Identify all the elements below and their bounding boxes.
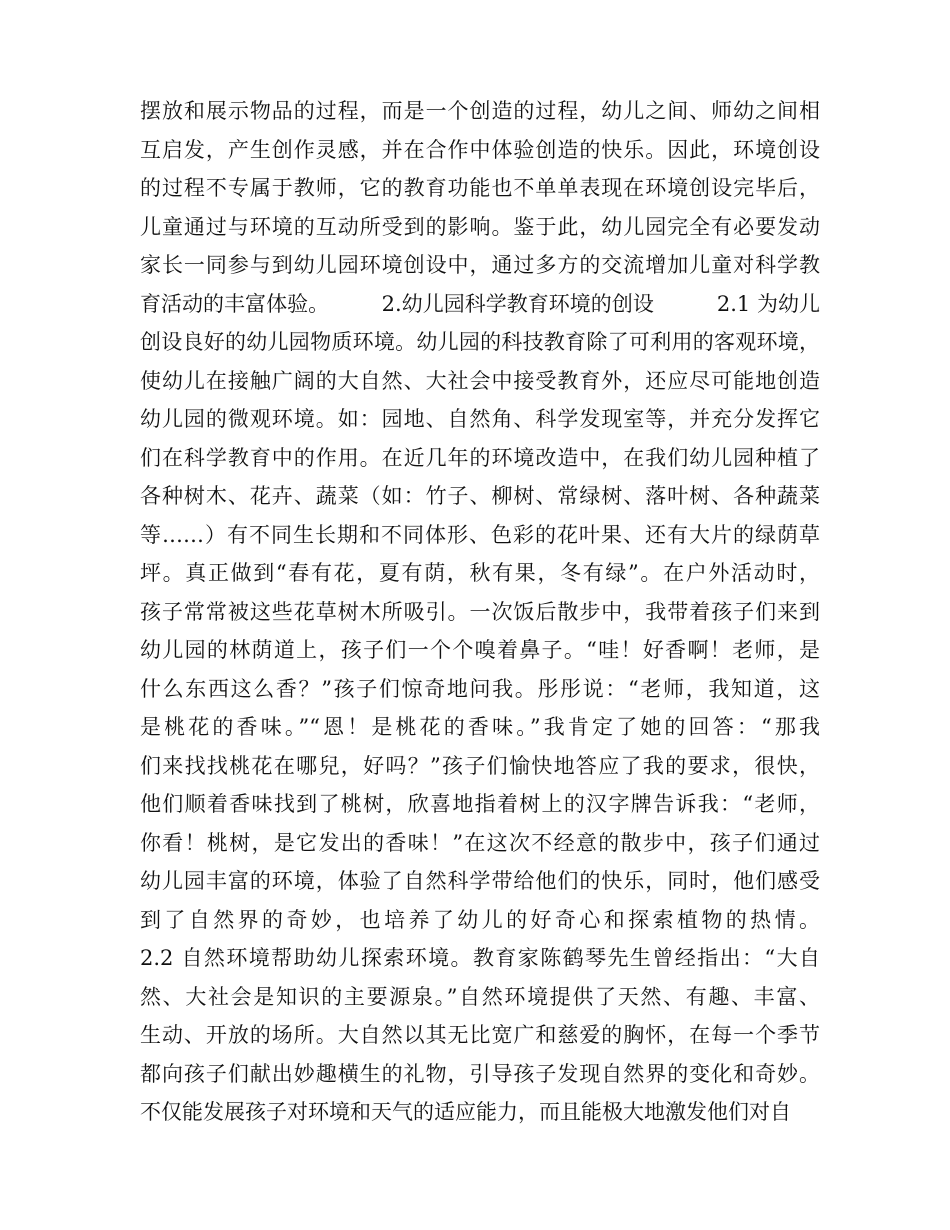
- text-line: 幼儿园的林荫道上，孩子们一个个嗅着鼻子。“哇！好香啊！老师，是: [140, 638, 820, 662]
- text-line: 幼儿园丰富的环境，体验了自然科学带给他们的快乐，同时，他们感受: [140, 869, 820, 893]
- text-line: 们来找找桃花在哪兒，好吗？”孩子们愉快地答应了我的要求，很快，: [140, 753, 820, 778]
- text-line: 各种树木、花卉、蔬菜（如：竹子、柳树、常绿树、落叶树、各种蔬菜: [140, 484, 820, 508]
- text-line: 都向孩子们献出妙趣横生的礼物，引导孩子发现自然界的变化和奇妙。: [140, 1061, 820, 1086]
- text-line: 坪。真正做到“春有花，夏有荫，秋有果，冬有绿”。在户外活动时，: [140, 561, 820, 585]
- text-line: 互启发，产生创作灵感，并在合作中体验创造的快乐。因此，环境创设: [140, 137, 820, 162]
- text-line: 什么东西这么香？”孩子们惊奇地问我。彤彤说：“老师，我知道，这: [140, 676, 820, 701]
- text-line: 的过程不专属于教师，它的教育功能也不单单表现在环境创设完毕后，: [140, 176, 820, 200]
- text-line: 然、大社会是知识的主要源泉。”自然环境提供了天然、有趣、丰富、: [140, 984, 820, 1009]
- text-line: 创设良好的幼儿园物质环境。幼儿园的科技教育除了可利用的客观环境，: [140, 330, 820, 354]
- text-line: 摆放和展示物品的过程，而是一个创造的过程，幼儿之间、师幼之间相: [140, 99, 820, 123]
- text-line: 等……）有不同生长期和不同体形、色彩的花叶果、还有大片的绿荫草: [140, 522, 820, 547]
- text-line: 你看！桃树，是它发出的香味！”在这次不经意的散步中，孩子们通过: [140, 830, 820, 855]
- text-line: 幼儿园的微观环境。如：园地、自然角、科学发现室等，并充分发挥它: [140, 407, 820, 431]
- text-line: 使幼儿在接触广阔的大自然、大社会中接受教育外，还应尽可能地创造: [140, 368, 820, 393]
- text-line: 到了自然界的奇妙，也培养了幼儿的好奇心和探索植物的热情。: [140, 907, 820, 932]
- body-text: [140, 92, 820, 1132]
- text-line: 2.2 自然环境帮助幼儿探索环境。教育家陈鹤琴先生曾经指出：“大自: [140, 946, 820, 970]
- text-line: 家长一同参与到幼儿园环境创设中，通过多方的交流增加儿童对科学教: [140, 253, 820, 277]
- text-line: 们在科学教育中的作用。在近几年的环境改造中，在我们幼儿园种植了: [140, 445, 820, 470]
- text-line: 他们顺着香味找到了桃树，欣喜地指着树上的汉字牌告诉我：“老师，: [140, 792, 820, 816]
- text-line: 儿童通过与环境的互动所受到的影响。鉴于此，幼儿园完全有必要发动: [140, 214, 820, 239]
- text-line: 是桃花的香味。”“恩！是桃花的香味。”我肯定了她的回答：“那我: [140, 715, 820, 739]
- text-line: 不仅能发展孩子对环境和天气的适应能力，而且能极大地激发他们对自: [140, 1100, 791, 1124]
- text-line: 生动、开放的场所。大自然以其无比宽广和慈爱的胸怀，在每一个季节: [140, 1023, 820, 1047]
- text-line: 育活动的丰富体验。 2.幼儿园科学教育环境的创设 2.1 为幼儿: [140, 291, 820, 316]
- text-line: 孩子常常被这些花草树木所吸引。一次饭后散步中，我带着孩子们来到: [140, 599, 820, 624]
